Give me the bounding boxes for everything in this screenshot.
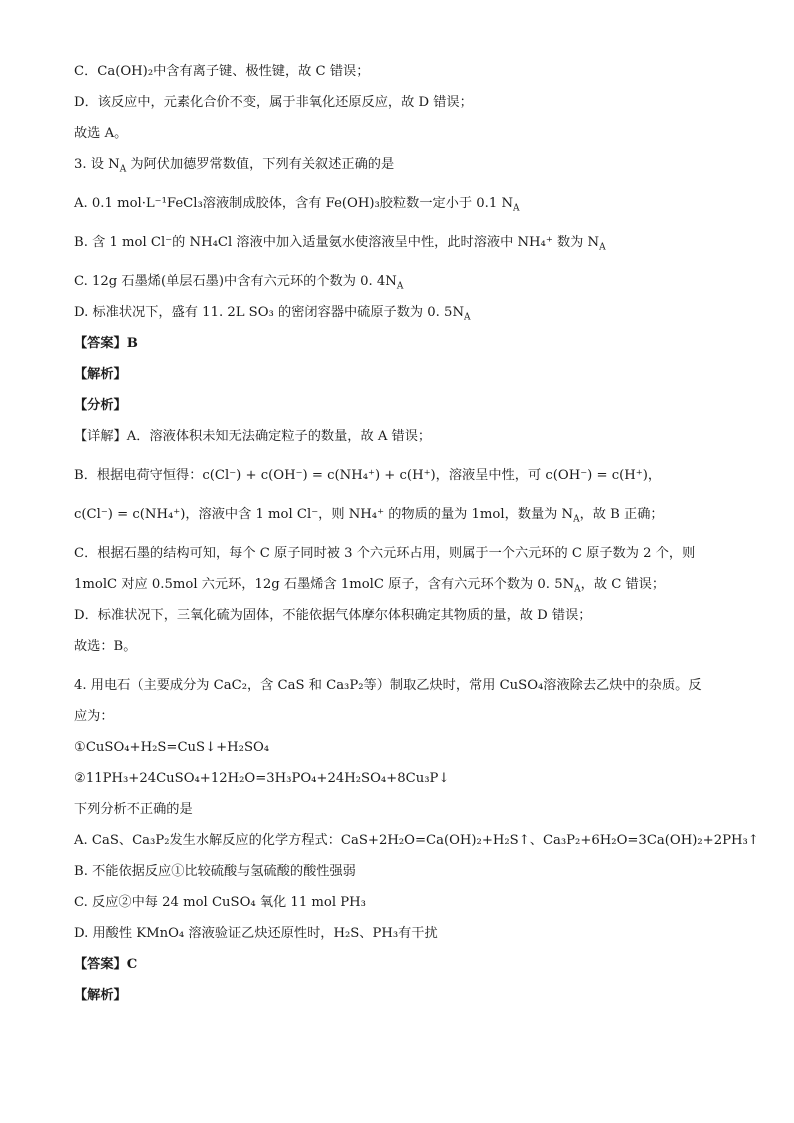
detail-line: 【详解】A．溶液体积未知无法确定粒子的数量，故 A 错误； [74, 429, 432, 444]
detail-line: C．根据石墨的结构可知，每个 C 原子同时被 3 个六元环占用，则属于一个六元环的 C 原子数为 2 个，则 [74, 546, 696, 561]
analysis-sub-label: 【分析】 [74, 398, 127, 413]
text-line: C．Ca(OH)₂中含有离子键、极性键，故 C 错误； [74, 64, 370, 79]
reaction-2: ②11PH₃+24CuSO₄+12H₂O=3H₃PO₄+24H₂SO₄+8Cu₃P↓ [74, 771, 450, 786]
text-line: D．该反应中，元素化合价不变，属于非氧化还原反应，故 D 错误； [74, 95, 473, 110]
answer-label: 【答案】B [74, 336, 138, 351]
reaction-1: ①CuSO₄+H₂S=CuS↓+H₂SO₄ [74, 740, 270, 755]
question-4-prompt: 下列分析不正确的是 [74, 802, 193, 817]
analysis-label: 【解析】 [74, 988, 127, 1003]
detail-line: D．标准状况下，三氧化硫为固体，不能依据气体摩尔体积确定其物质的量，故 D 错误； [74, 608, 592, 623]
option-d: D. 标准状况下，盛有 11. 2L SO₃ 的密闭容器中硫原子数为 0. $5N_A$ [74, 305, 471, 323]
option-a: A. 0.1 mol·L⁻¹FeCl₃溶液制成胶体，含有 Fe(OH)₃胶粒数一定小于 0.1 $N_A$ [74, 196, 520, 214]
text-line: 故选 A。 [74, 126, 128, 141]
option-b: B. 不能依据反应①比较硫酸与氢硫酸的酸性强弱 [74, 864, 356, 879]
option-d: D. 用酸性 KMnO₄ 溶液验证乙炔还原性时，H₂S、PH₃有干扰 [74, 926, 438, 941]
detail-line: 1molC 对应 0.5mol 六元环，12g 石墨烯含 1molC 原子，含有六元环个数为 0. $5N_A$，故 C 错误； [74, 577, 666, 595]
detail-line: c(Cl⁻) = c(NH₄⁺)，溶液中含 1 mol Cl⁻，则 NH₄⁺ 的物质的量为 1mol，数量为 $N_A$，故 B 正确； [74, 507, 664, 525]
analysis-label: 【解析】 [74, 367, 127, 382]
option-b: B. 含 1 mol Cl⁻的 NH₄Cl 溶液中加入适量氨水使溶液呈中性，此时溶液中 NH₄⁺ 数为 $N_A$ [74, 235, 606, 253]
detail-line: B．根据电荷守恒得：c(Cl⁻) + c(OH⁻) = c(NH₄⁺) + c(H⁺)，溶液呈中性，可 c(OH⁻) = c(H⁺)， [74, 468, 662, 483]
question-4-stem: 4. 用电石（主要成分为 CaC₂，含 CaS 和 Ca₃P₂等）制取乙炔时，常用 CuSO₄溶液除去乙炔中的杂质。反 [74, 678, 702, 693]
answer-label: 【答案】C [74, 957, 138, 972]
option-a: A. CaS、Ca₃P₂发生水解反应的化学方程式：CaS+2H₂O=Ca(OH)₂+H₂S↑、Ca₃P₂+6H₂O=3Ca(OH)₂+2PH₃↑ [74, 833, 759, 848]
question-4-stem-cont: 应为： [74, 709, 114, 724]
detail-line: 故选：B。 [74, 639, 137, 654]
question-3-stem: 3. 设 $N_A$ 为阿伏加德罗常数值，下列有关叙述正确的是 [74, 157, 395, 175]
option-c: C. 反应②中每 24 mol CuSO₄ 氧化 11 mol PH₃ [74, 895, 366, 910]
option-c: C. 12g 石墨烯(单层石墨)中含有六元环的个数为 0. $4N_A$ [74, 274, 404, 292]
